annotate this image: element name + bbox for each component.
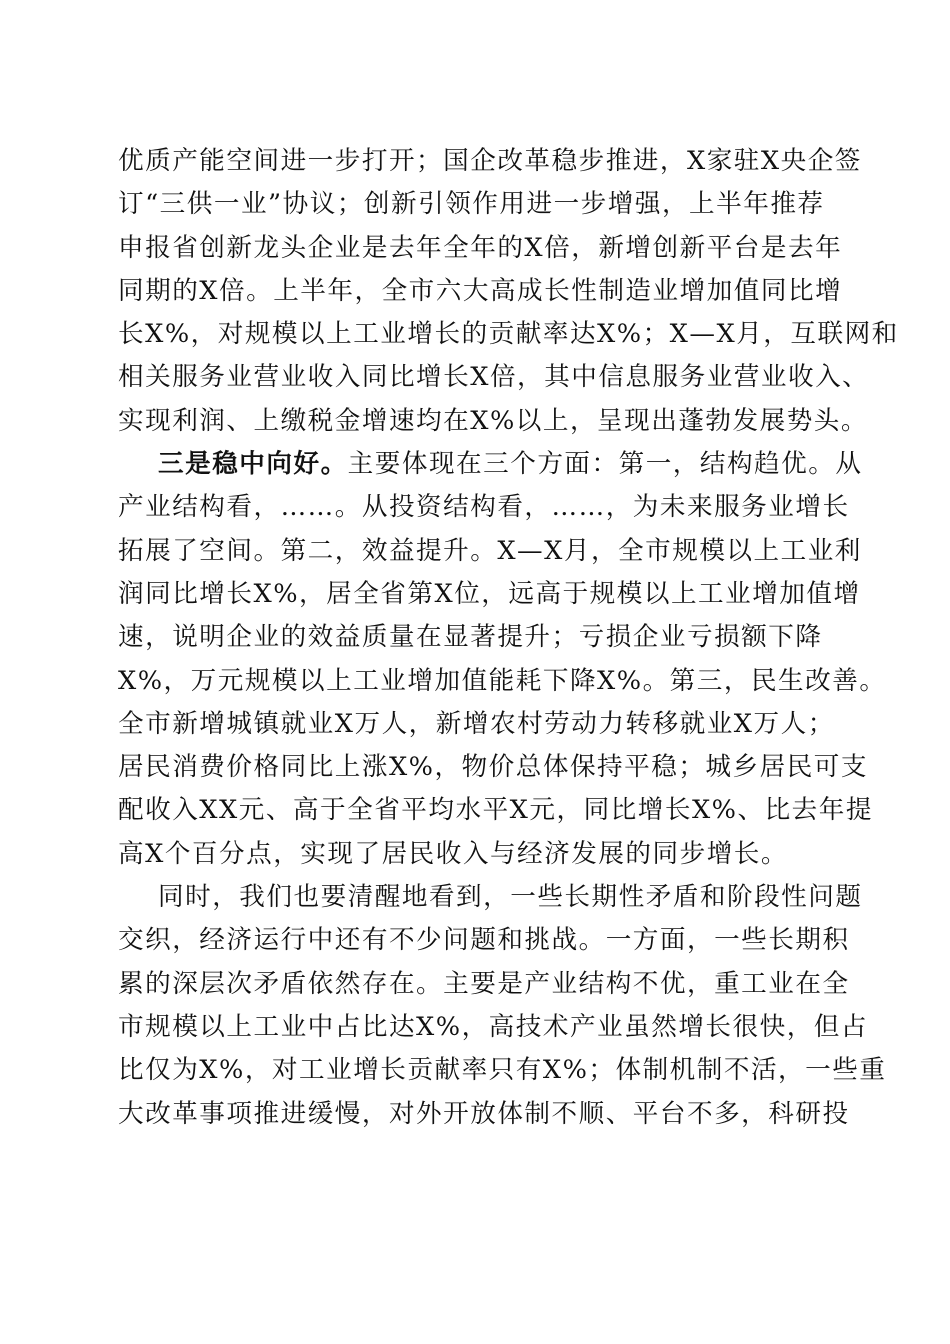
text-line: 速，说明企业的效益质量在显著提升；亏损企业亏损额下降 — [118, 622, 823, 653]
text-line: 大改革事项推进缓慢，对外开放体制不顺、平台不多，科研投 — [118, 1098, 850, 1129]
text-line: 订“三供一业”协议；创新引领作用进一步增强，上半年推荐 — [118, 189, 825, 220]
text-line: 交织，经济运行中还有不少问题和挑战。一方面，一些长期积 — [118, 925, 850, 956]
text-line: 同期的X倍。上半年，全市六大高成长性制造业增加值同比增 — [118, 275, 843, 306]
text-line: 高X个百分点，实现了居民收入与经济发展的同步增长。 — [118, 838, 788, 869]
text-line: 润同比增长X%，居全省第X位，远高于规模以上工业增加值增 — [118, 578, 861, 609]
body-text — [118, 140, 899, 1136]
text-line: 配收入XX元、高于全省平均水平X元，同比增长X%、比去年提 — [118, 795, 873, 826]
text-line: 市规模以上工业中占比达X%，高技术产业虽然增长很快，但占 — [118, 1011, 868, 1042]
text-line: 申报省创新龙头企业是去年全年的X倍，新增创新平台是去年 — [118, 232, 843, 263]
text-line: 产业结构看，……。从投资结构看，……，为未来服务业增长 — [118, 492, 850, 523]
text-line: 比仅为X%，对工业增长贡献率只有X%；体制机制不活，一些重 — [118, 1055, 887, 1086]
text-line-content: 主要体现在三个方面：第一，结构趋优。从 — [347, 449, 863, 480]
text-line: 长X%，对规模以上工业增长的贡献率达X%；X—X月，互联网和 — [118, 319, 899, 350]
text-line: 全市新增城镇就业X万人，新增农村劳动力转移就业X万人； — [118, 708, 835, 739]
text-line: 累的深层次矛盾依然存在。主要是产业结构不优，重工业在全 — [118, 968, 850, 999]
text-line: X%，万元规模以上工业增加值能耗下降X%。第三，民生改善。 — [118, 665, 887, 696]
paragraph-start-line: 同时，我们也要清醒地看到，一些长期性矛盾和阶段性问题 — [158, 882, 863, 913]
section-lead-text: 三是稳中向好。 — [158, 449, 348, 480]
text-line: 实现利润、上缴税金增速均在X%以上，呈现出蓬勃发展势头。 — [118, 405, 868, 436]
text-line: 优质产能空间进一步打开；国企改革稳步推进，X家驻X央企签 — [118, 146, 862, 176]
text-line: 相关服务业营业收入同比增长X倍，其中信息服务业营业收入、 — [118, 362, 870, 393]
text-line: 居民消费价格同比上涨X%，物价总体保持平稳；城乡居民可支 — [118, 752, 868, 783]
text-line: 拓展了空间。第二，效益提升。X—X月，全市规模以上工业利 — [118, 535, 862, 566]
paragraph-start-line — [118, 443, 863, 486]
